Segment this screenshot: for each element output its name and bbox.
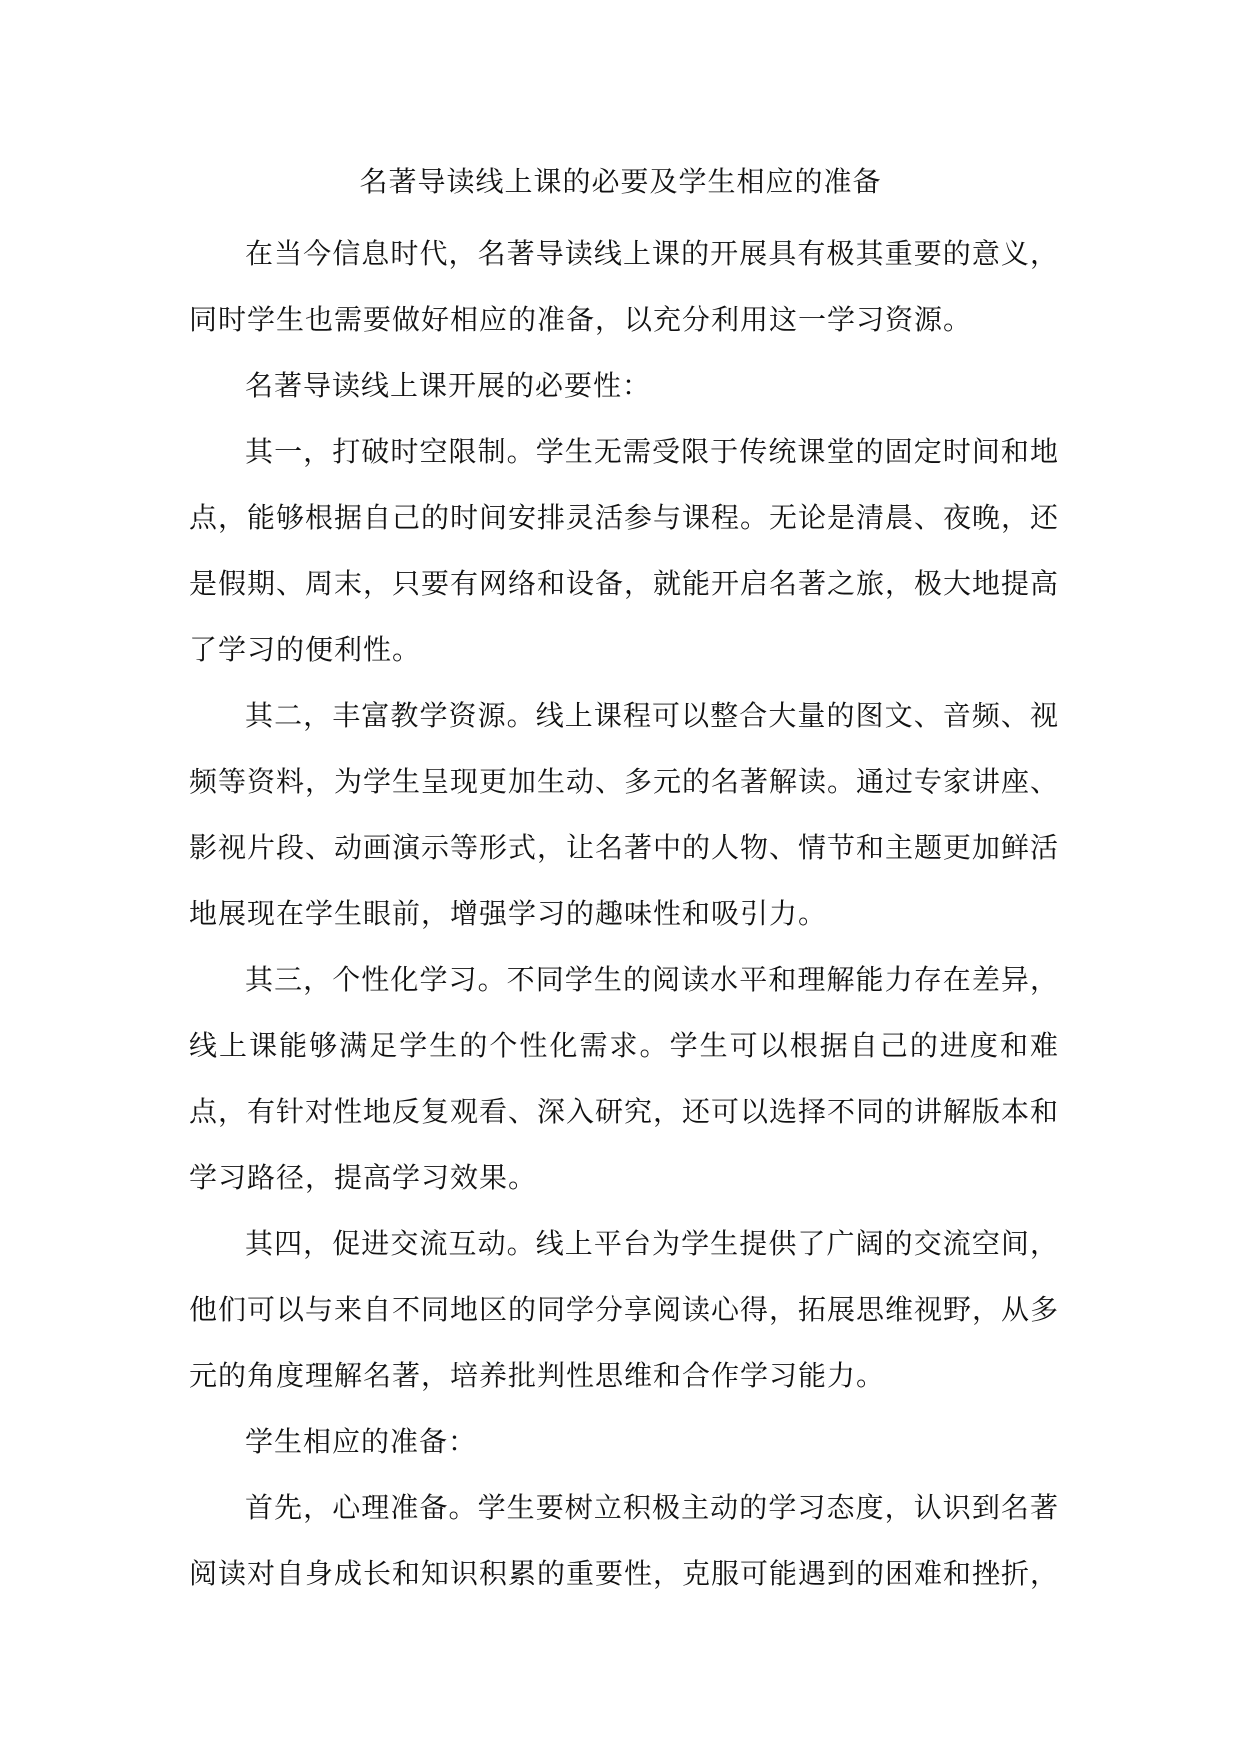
- paragraph-point-three: 其三，个性化学习。不同学生的阅读水平和理解能力存在差异，线上课能够满足学生的个性化需求。学生可以根据自己的进度和难点，有针对性地反复观看、深入研究，还可以选择不同的讲解版本和学习路径，提高学习效果。: [189, 963, 1060, 1194]
- paragraph-prep-one: 首先，心理准备。学生要树立积极主动的学习态度，认识到名著阅读对自身成长和知识积累的重要性，克服可能遇到的困难和挫折，: [189, 1491, 1060, 1590]
- section-heading-necessity: 名著导读线上课开展的必要性：: [245, 369, 652, 402]
- paragraph-point-one: 其一，打破时空限制。学生无需受限于传统课堂的固定时间和地点，能够根据自己的时间安排灵活参与课程。无论是清晨、夜晚，还是假期、周末，只要有网络和设备，就能开启名著之旅，极大地提高了学习的便利性。: [189, 435, 1060, 666]
- paragraph-intro: 在当今信息时代，名著导读线上课的开展具有极其重要的意义，同时学生也需要做好相应的准备，以充分利用这一学习资源。: [189, 237, 1059, 336]
- section-heading-preparation: 学生相应的准备：: [245, 1425, 478, 1458]
- page-title: 名著导读线上课的必要及学生相应的准备: [359, 165, 882, 198]
- paragraph-point-two: 其二，丰富教学资源。线上课程可以整合大量的图文、音频、视频等资料，为学生呈现更加生动、多元的名著解读。通过专家讲座、影视片段、动画演示等形式，让名著中的人物、情节和主题更加鲜活地展现在学生眼前，增强学习的趣味性和吸引力。: [189, 699, 1060, 930]
- paragraph-point-four: 其四，促进交流互动。线上平台为学生提供了广阔的交流空间，他们可以与来自不同地区的同学分享阅读心得，拓展思维视野，从多元的角度理解名著，培养批判性思维和合作学习能力。: [189, 1227, 1060, 1392]
